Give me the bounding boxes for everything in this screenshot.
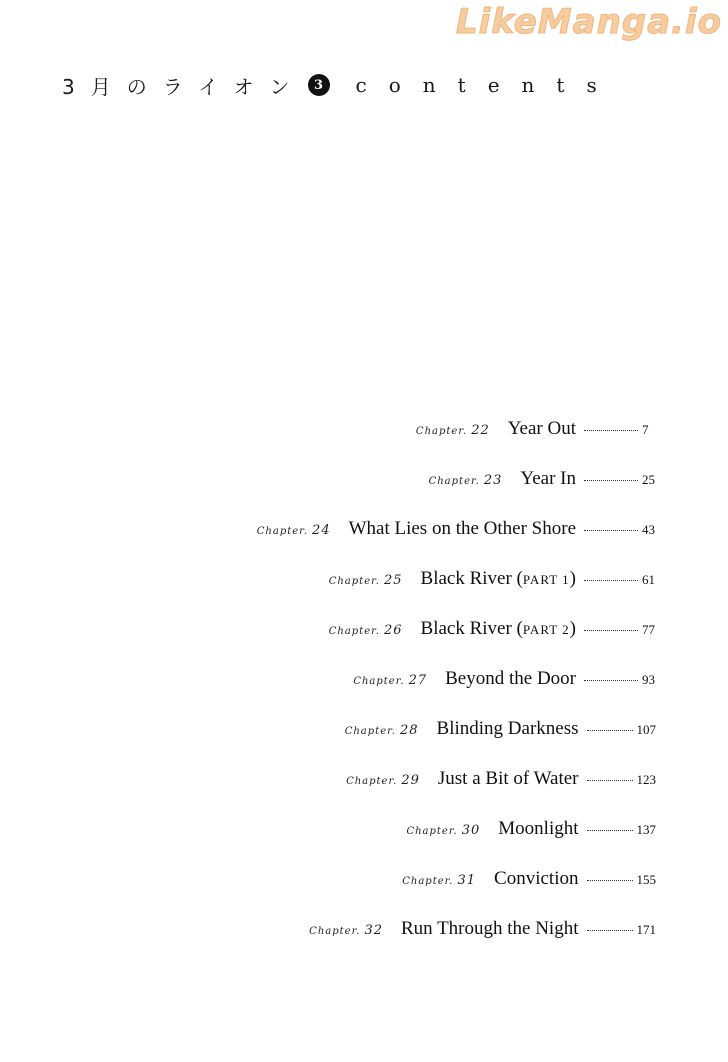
chapter-number: 25 (383, 573, 403, 588)
page-number: 137 (636, 822, 656, 837)
dot-leader (587, 780, 633, 781)
chapter-prefix: Chapter. (428, 476, 480, 487)
chapter-prefix: Chapter. (344, 726, 396, 737)
chapter-title: Year In (520, 468, 576, 489)
page-number: 43 (642, 522, 655, 537)
toc-row-31[interactable] (402, 868, 656, 898)
chapter-title-main: Black River ( (420, 618, 523, 639)
chapter-number: 27 (408, 673, 428, 688)
toc-row-23[interactable] (429, 468, 656, 498)
chapter-prefix: Chapter. (256, 526, 309, 537)
chapter-title (421, 568, 576, 590)
chapter-number: 22 (471, 423, 490, 438)
dot-leader (587, 730, 633, 731)
toc-row-22[interactable] (416, 418, 656, 448)
page-number: 77 (642, 622, 655, 637)
chapter-prefix: Chapter. (309, 926, 361, 937)
page-number: 93 (642, 672, 655, 687)
chapter-prefix: Chapter. (415, 426, 468, 437)
watermark-logo: LikeManga.io (456, 2, 722, 42)
dot-leader (584, 630, 638, 631)
toc-row-24[interactable] (257, 518, 656, 548)
chapter-title-part: PART 2 (522, 622, 570, 637)
page-number: 61 (642, 572, 655, 587)
dot-leader (587, 830, 633, 831)
toc-row-26[interactable] (329, 618, 656, 648)
chapter-prefix: Chapter. (346, 776, 398, 787)
dot-leader (584, 580, 638, 581)
dot-leader (584, 530, 638, 531)
chapter-prefix: Chapter. (402, 876, 454, 887)
page-number: 123 (636, 772, 656, 787)
contents-header (62, 70, 682, 100)
chapter-number: 30 (461, 823, 481, 838)
chapter-number: 31 (457, 873, 477, 888)
chapter-number: 28 (399, 723, 419, 738)
page-number: 25 (642, 472, 655, 487)
chapter-title-end: ) (569, 618, 576, 639)
dot-leader (587, 930, 633, 931)
dot-leader (584, 480, 638, 481)
page-number: 7 (642, 422, 649, 437)
toc-row-30[interactable] (406, 818, 656, 848)
chapter-title: Moonlight (498, 818, 579, 839)
chapter-title: Year Out (507, 418, 576, 439)
toc-row-27[interactable] (353, 668, 656, 698)
chapter-number: 23 (483, 473, 503, 488)
chapter-prefix: Chapter. (406, 826, 458, 837)
chapter-title: Beyond the Door (445, 668, 576, 689)
chapter-number: 26 (383, 623, 403, 638)
dot-leader (584, 430, 638, 431)
chapter-prefix: Chapter. (353, 676, 405, 687)
chapter-title: What Lies on the Other Shore (348, 518, 576, 539)
volume-badge: 3 (308, 74, 330, 96)
dot-leader (587, 880, 633, 881)
chapter-prefix: Chapter. (328, 576, 380, 587)
chapter-title: Blinding Darkness (436, 718, 579, 739)
series-title: 3月のライオン (62, 74, 306, 99)
chapter-title-part: PART 1 (522, 572, 570, 587)
chapter-number: 29 (401, 773, 420, 788)
contents-label: contents (355, 73, 619, 97)
toc-row-29[interactable] (346, 768, 656, 798)
dot-leader (584, 680, 638, 681)
toc-row-28[interactable] (345, 718, 656, 748)
page-number: 107 (636, 722, 656, 737)
chapter-title-end: ) (569, 568, 576, 589)
chapter-title: Just a Bit of Water (437, 768, 579, 789)
chapter-prefix: Chapter. (328, 626, 380, 637)
toc-row-32[interactable] (309, 918, 656, 948)
chapter-title: Conviction (494, 868, 579, 889)
chapter-title: Run Through the Night (400, 918, 579, 939)
chapter-number: 32 (364, 923, 383, 938)
chapter-number: 24 (312, 523, 331, 538)
toc-row-25[interactable] (329, 568, 656, 598)
page-number: 171 (636, 922, 656, 937)
chapter-title (421, 618, 576, 640)
page-number: 155 (636, 872, 656, 887)
chapter-title-main: Black River ( (420, 568, 523, 589)
